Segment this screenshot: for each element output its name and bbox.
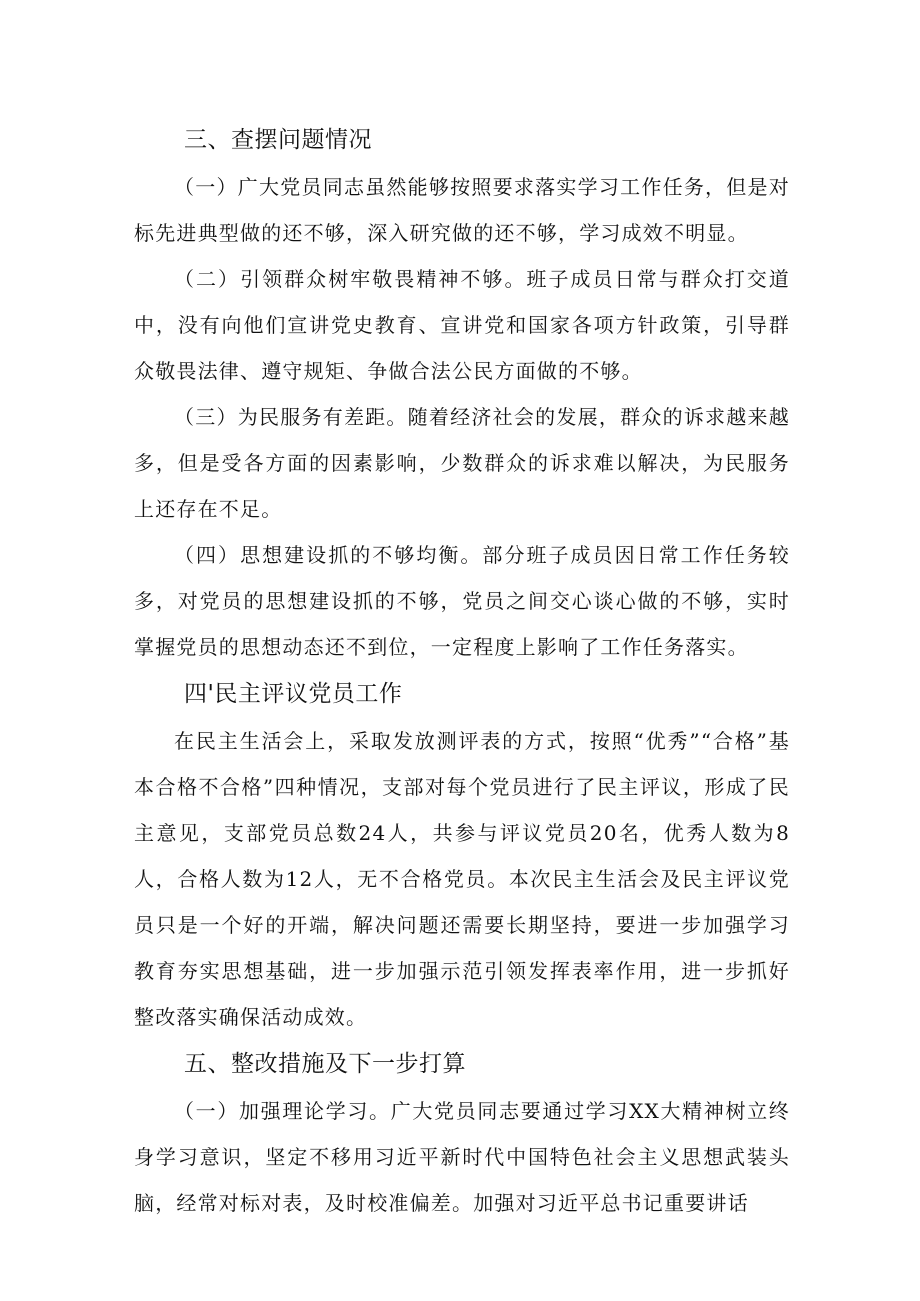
paragraph-5-1: （一）加强理论学习。广大党员同志要通过学习XX大精神树立终身学习意识，坚定不移用习近平新时代中国特色社会主义思想武装头脑，经常对标对表，及时校准偏差。加强对习近平总书记重要讲话 <box>134 1099 790 1215</box>
paragraph-4-1: 在民主生活会上，采取发放测评表的方式，按照“优秀”“合格”基本合格不合格”四种情况，支部对每个党员进行了民主评议，形成了民主意见，支部党员总数24人，共参与评议党员20名，优秀人数为8人，合格人数为12人，无不合格党员。本次民主生活会及民主评议党员只是一个好的开端，解决问题还需要长期坚持，要进一步加强学习教育夯实思想基础，进一步加强示范引领发挥表率作用，进一步抓好整改落实确保活动成效。 <box>134 729 790 1029</box>
paragraph-3-3: （三）为民服务有差距。随着经济社会的发展，群众的诉求越来越多，但是受各方面的因素影响，少数群众的诉求难以解决，为民服务上还存在不足。 <box>134 405 790 521</box>
section-heading-5: 五、整改措施及下一步打算 <box>184 1051 466 1077</box>
section-heading-4: 四'民主评议党员工作 <box>184 681 403 707</box>
section-heading-3: 三、查摆问题情况 <box>184 127 372 153</box>
paragraph-3-2: （二）引领群众树牢敬畏精神不够。班子成员日常与群众打交道中，没有向他们宣讲党史教育、宣讲党和国家各项方针政策，引导群众敬畏法律、遵守规矩、争做合法公民方面做的不够。 <box>134 267 790 383</box>
paragraph-3-4: （四）思想建设抓的不够均衡。部分班子成员因日常工作任务较多，对党员的思想建设抓的不够，党员之间交心谈心做的不够，实时掌握党员的思想动态还不到位，一定程度上影响了工作任务落实。 <box>134 543 790 659</box>
paragraph-3-1: （一）广大党员同志虽然能够按照要求落实学习工作任务，但是对标先进典型做的还不够，深入研究做的还不够，学习成效不明显。 <box>134 175 790 245</box>
document-body <box>134 116 790 1226</box>
